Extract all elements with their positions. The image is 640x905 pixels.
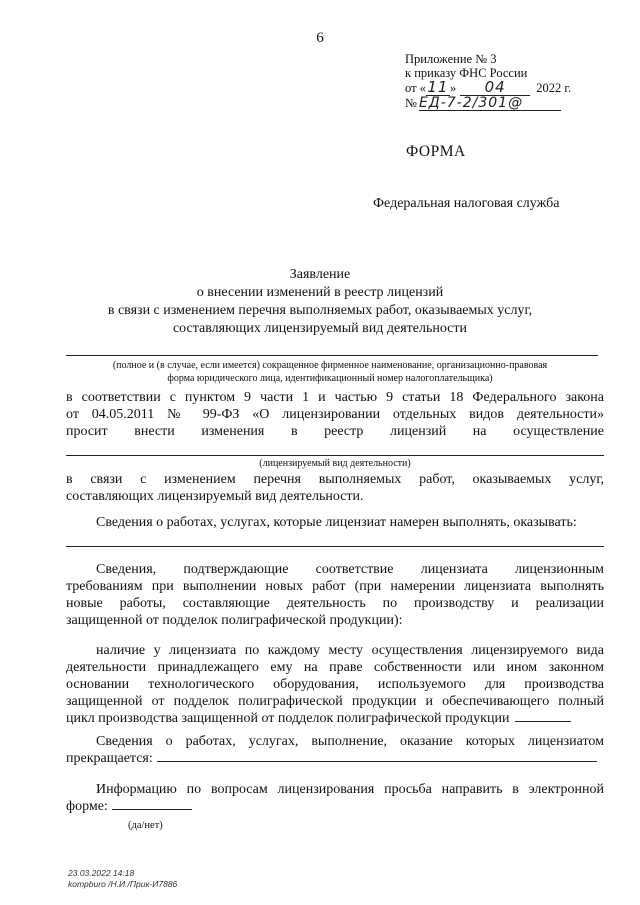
body1-line1: в соответствии с пунктом 9 части 1 и частью 9 статьи 18 Федерального закона (66, 390, 604, 405)
document-title (0, 266, 640, 338)
title-line1: Заявление (289, 267, 351, 282)
title-line3: в связи с изменением перечня выполняемых работ, оказываемых услуг, (107, 303, 533, 318)
confirm-line1: Сведения, подтверждающие соответствие лицензиата лицензионным (96, 562, 604, 577)
info-line1: Информацию по вопросам лицензирования просьба направить в электронной (96, 782, 604, 797)
works-line (66, 546, 604, 547)
confirm-line4: защищенной от подделок полиграфической продукции): (66, 613, 403, 628)
stop-line2-row (66, 750, 604, 767)
activity-line (66, 455, 604, 456)
stop-answer-line (157, 761, 597, 762)
appendix-number (405, 96, 575, 112)
appendix-line1: Приложение № 3 (405, 52, 497, 66)
appendix-line2: к приказу ФНС России (405, 66, 528, 80)
works-label: Сведения о работах, услугах, которые лицензиат намерен выполнять, оказывать: (96, 515, 577, 530)
date-mid: » (449, 81, 457, 95)
appendix-block (405, 52, 575, 112)
org-hint-line2: форма юридического лица, идентификационный номер налогоплательщика) (167, 373, 493, 384)
footer-line1: 23.03.2022 14:18 (68, 868, 135, 878)
footer-stamp (68, 868, 177, 890)
body2-line1: в связи с изменением перечня выполняемых работ, оказываемых услуг, (66, 472, 604, 487)
confirm-line2: требованиям при выполнении новых работ (при намерении лицензиата выполнять (66, 579, 604, 594)
date-month-handwritten: 04 (484, 78, 506, 96)
stop-line1: Сведения о работах, услугах, выполнение, оказание которых лицензиатом (96, 734, 604, 749)
form-label: ФОРМА (406, 143, 466, 160)
availability-paragraph (66, 642, 604, 727)
confirm-paragraph (66, 561, 604, 629)
number-field (419, 96, 561, 111)
page-number: 6 (316, 30, 324, 46)
date-month-field (460, 80, 530, 96)
date-day-field (426, 80, 450, 96)
yes-no-hint: (да/нет) (128, 820, 163, 831)
body2-line2: составляющих лицензируемый вид деятельности. (66, 489, 364, 504)
authority-name: Федеральная налоговая служба (373, 196, 560, 211)
availability-line1: наличие у лицензиата по каждому месту осуществления лицензируемого вида (96, 643, 604, 658)
info-line2-row (66, 798, 604, 815)
availability-line5: цикл производства защищенной от подделок полиграфической продукции (66, 711, 510, 726)
availability-line4: защищенной от подделок полиграфической продукции и обеспечивающего полный (66, 694, 604, 709)
availability-line2: деятельности принадлежащего ему на праве собственности или ином законном (66, 660, 604, 675)
availability-line3: основании технологического оборудования, используемого для производства (66, 677, 604, 692)
footer-line2: kompburo /Н.И./Прик-И7886 (68, 879, 178, 889)
title-line4: составляющих лицензируемый вид деятельности (172, 321, 468, 336)
number-prefix: № (405, 96, 417, 110)
appendix-date (405, 80, 575, 96)
number-handwritten: ЕД-7-2/301@ (418, 95, 524, 111)
org-name-hint (60, 359, 600, 385)
body1-line3: просит внести изменения в реестр лицензий на осуществление (66, 424, 604, 439)
confirm-line3: новые работы, составляющие деятельность по производству и реализации (66, 596, 604, 611)
date-year: 2022 г. (536, 81, 572, 95)
org-hint-line1: (полное и (в случае, если имеется) сокращенное фирменное наименование, организационно-правовая (112, 360, 548, 371)
stop-paragraph (66, 733, 604, 767)
info-paragraph (66, 781, 604, 815)
stop-line2: прекращается: (66, 751, 153, 766)
body1-line2: от 04.05.2011 № 99-ФЗ «О лицензировании отдельных видов деятельности» (66, 407, 604, 422)
info-answer-line (112, 809, 192, 810)
body-paragraph-2 (66, 471, 604, 505)
availability-line5-row (66, 710, 604, 727)
date-day-handwritten: 11 (427, 78, 449, 96)
body-paragraph-1 (66, 389, 604, 440)
availability-answer-line (515, 721, 571, 722)
date-prefix: от « (405, 81, 426, 95)
activity-hint: (лицензируемый вид деятельности) (259, 458, 411, 469)
title-line2: о внесении изменений в реестр лицензий (196, 285, 444, 300)
info-line2: форме: (66, 799, 108, 814)
org-name-line (66, 355, 598, 356)
